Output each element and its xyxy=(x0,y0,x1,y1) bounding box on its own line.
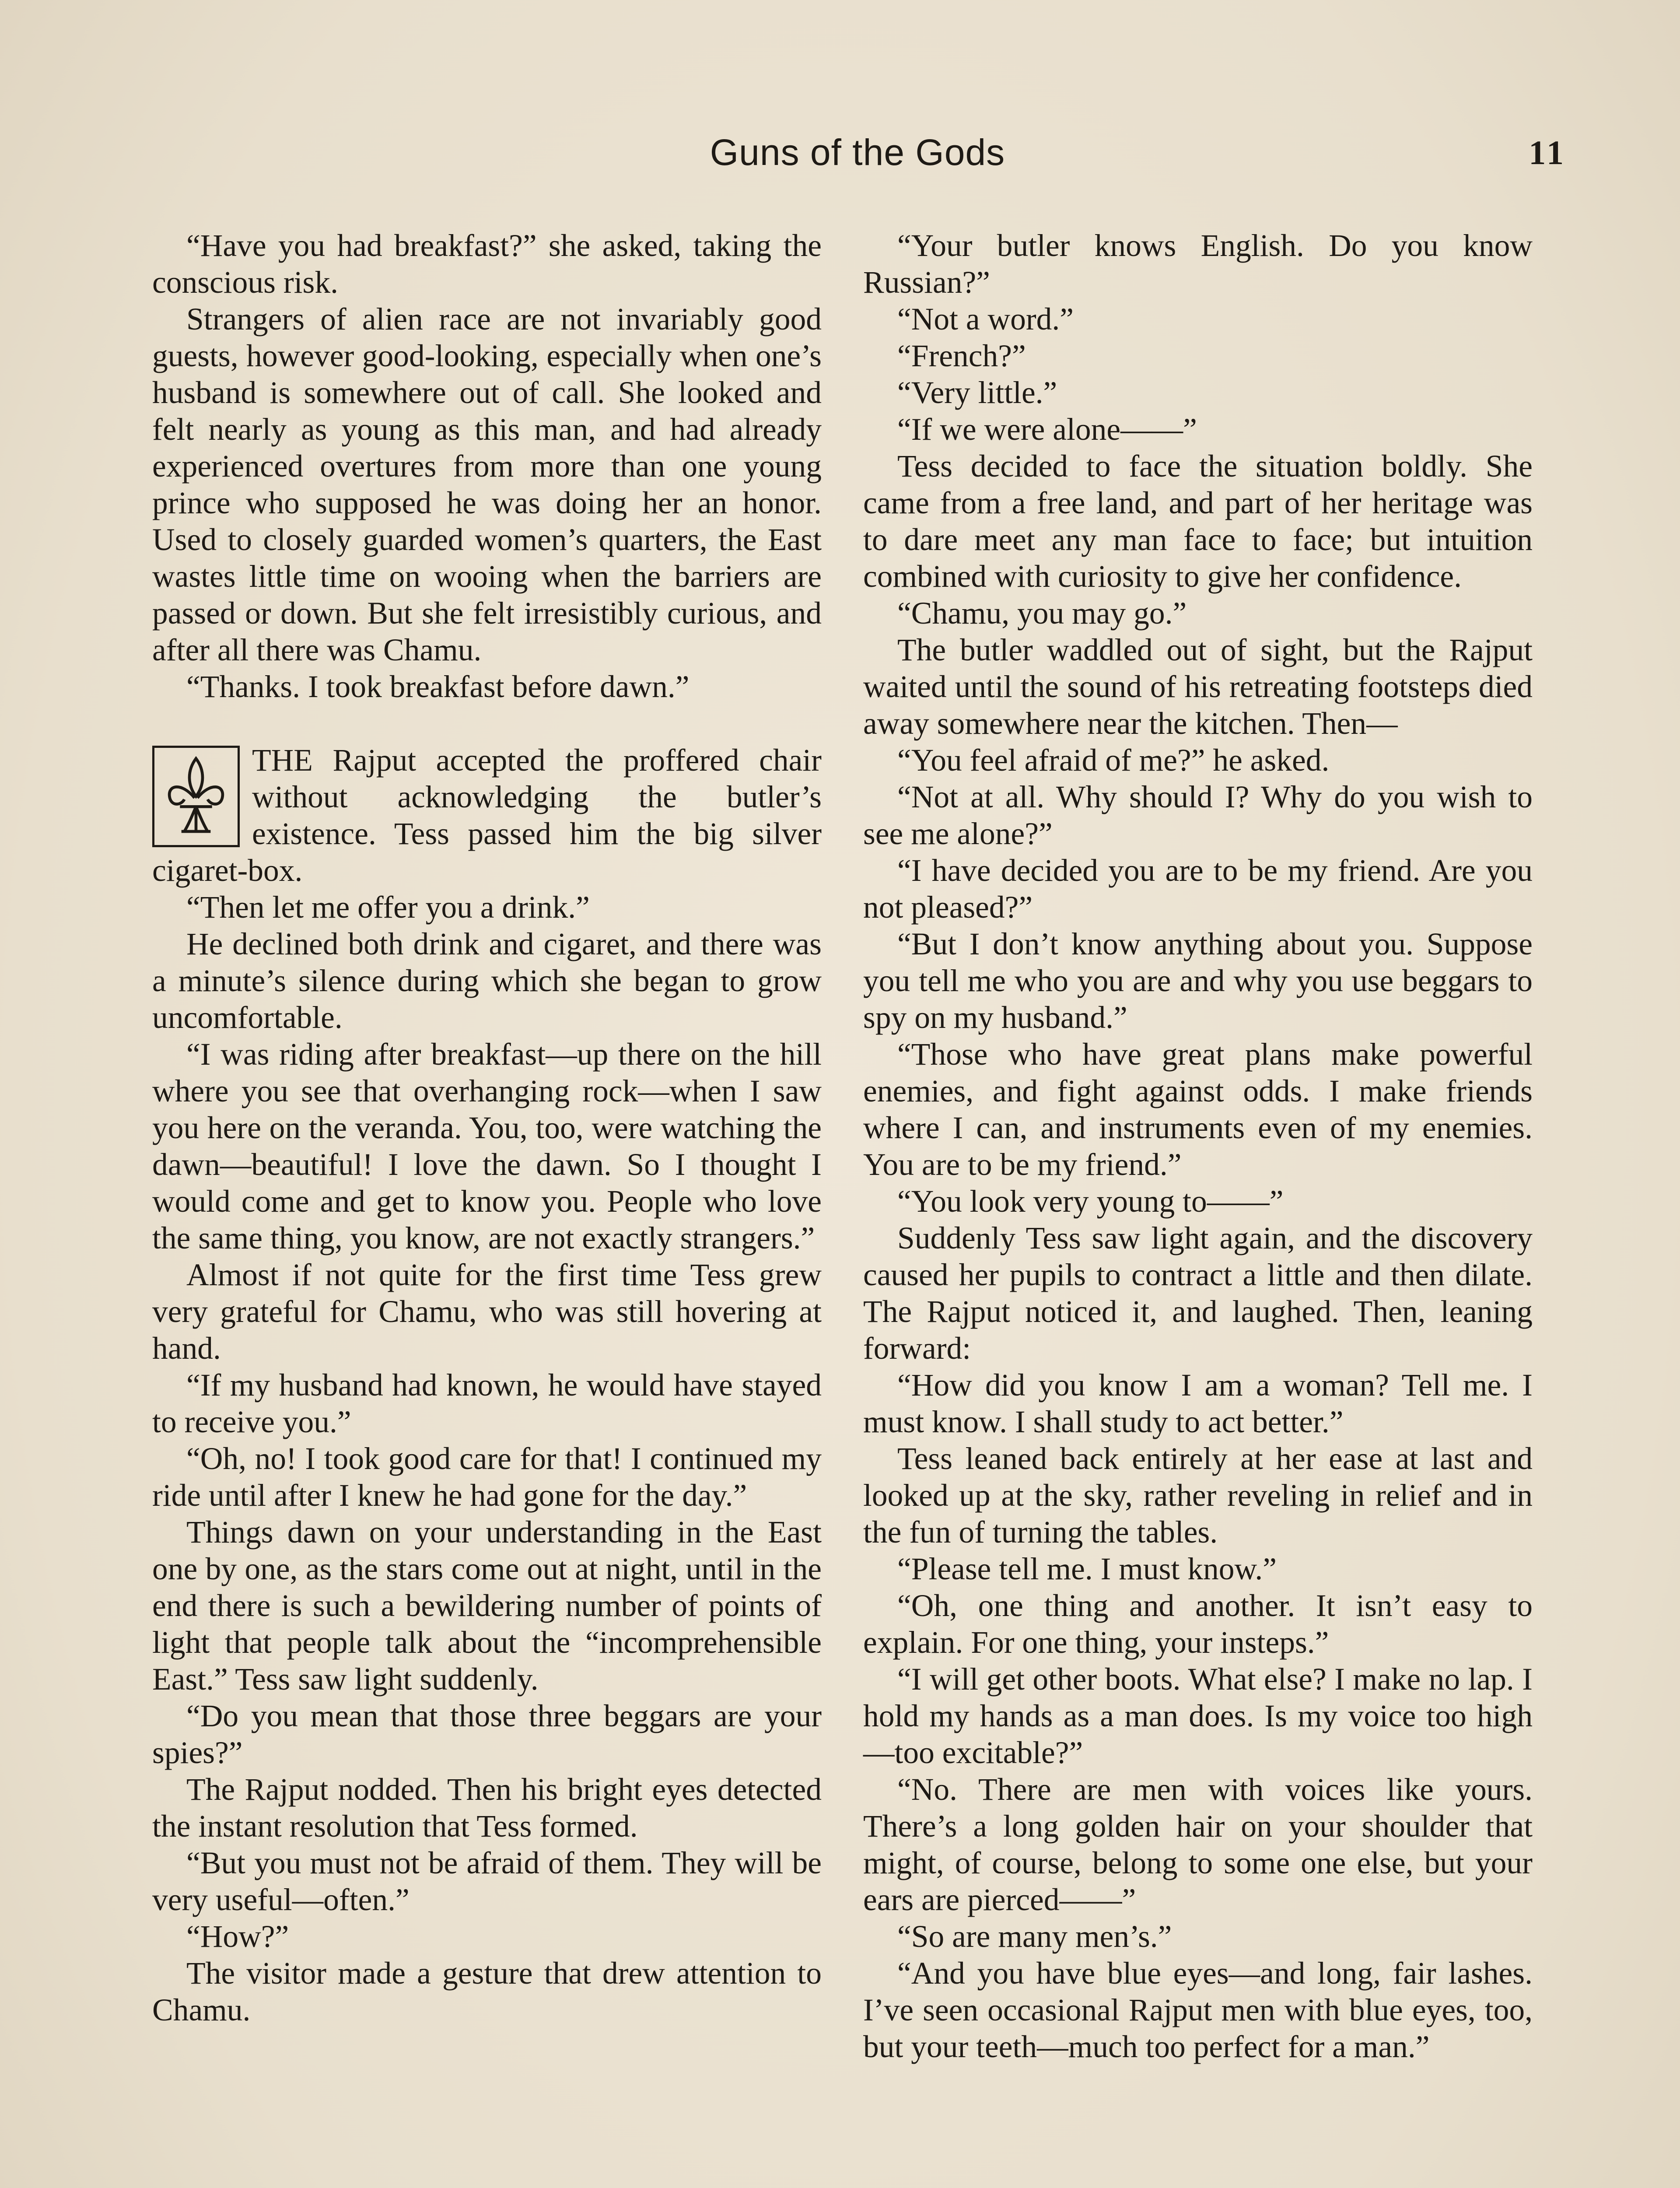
paragraph: “But you must not be afraid of them. They will be very useful—often.” xyxy=(152,1846,822,1917)
right-column xyxy=(863,228,1533,2065)
paragraph: “I have decided you are to be my friend. Are you not pleased?” xyxy=(863,853,1533,925)
paragraph: “You feel afraid of me?” he asked. xyxy=(897,743,1330,778)
paragraph: “You look very young to——” xyxy=(897,1184,1284,1219)
paragraph: “Do you mean that those three beggars are your spies?” xyxy=(152,1699,822,1770)
paragraph: “If my husband had known, he would have stayed to receive you.” xyxy=(152,1368,822,1439)
paragraph: Things dawn on your understanding in the East one by one, as the stars come out at night, until in the end there is such a bewildering number of points of light that people talk about the “incomprehensible East.” Tess saw light suddenly. xyxy=(152,1515,822,1697)
paragraph: “How?” xyxy=(186,1919,289,1954)
paragraph: “So are many men’s.” xyxy=(897,1919,1172,1954)
paragraph: “I will get other boots. What else? I make no lap. I hold my hands as a man does. Is my voice too high—too excitable?” xyxy=(863,1662,1533,1770)
paragraph: “Have you had breakfast?” she asked, taking the conscious risk. xyxy=(152,228,822,300)
fleur-de-lis-icon xyxy=(152,746,240,847)
paragraph: Strangers of alien race are not invariably good guests, however good-looking, especially when one’s husband is somewhere out of call. She looked and felt nearly as young as this man, and had already experienced overtures from more than one young prince who supposed he was doing her an honor. Used to closely guarded women’s quarters, the East wastes little time on wooing when the barriers are passed or down. But she felt irresistibly curious, and after all there was Chamu. xyxy=(152,302,822,667)
paragraph: “Chamu, you may go.” xyxy=(897,596,1187,631)
paragraph: Tess leaned back entirely at her ease at last and looked up at the sky, rather reveling in relief and in the fun of turning the tables. xyxy=(863,1441,1533,1550)
ornament-paragraph-text: THE Rajput accepted the proffered chair without acknowledging the butler’s existence. Tess passed him the big silver cigaret-box. xyxy=(152,743,822,888)
paragraph: “Please tell me. I must know.” xyxy=(897,1552,1277,1586)
paragraph: Suddenly Tess saw light again, and the discovery caused her pupils to contract a little and then dilate. The Rajput noticed it, and laughed. Then, leaning forward: xyxy=(863,1221,1533,1366)
ornament-paragraph xyxy=(152,742,822,889)
page-header xyxy=(149,131,1566,184)
left-column xyxy=(152,228,822,2029)
paragraph: “Your butler knows English. Do you know Russian?” xyxy=(863,228,1533,300)
running-title: Guns of the Gods xyxy=(710,132,1005,173)
paragraph: “French?” xyxy=(897,339,1026,373)
paragraph: The visitor made a gesture that drew attention to Chamu. xyxy=(152,1956,822,2027)
paragraph: The butler waddled out of sight, but the Rajput waited until the sound of his retreating footsteps died away somewhere near the kitchen. Then— xyxy=(863,633,1533,741)
paragraph: “But I don’t know anything about you. Suppose you tell me who you are and why you use beggars to spy on my husband.” xyxy=(863,927,1533,1035)
paragraph: The Rajput nodded. Then his bright eyes detected the instant resolution that Tess formed. xyxy=(152,1772,822,1844)
paragraph: “Oh, one thing and another. It isn’t easy to explain. For one thing, your insteps.” xyxy=(863,1588,1533,1660)
paragraph: “Oh, no! I took good care for that! I continued my ride until after I knew he had gone for the day.” xyxy=(152,1441,822,1513)
paragraph: Almost if not quite for the first time Tess grew very grateful for Chamu, who was still hovering at hand. xyxy=(152,1258,822,1366)
paragraph: Tess decided to face the situation boldly. She came from a free land, and part of her heritage was to dare meet any man face to face; but intuition combined with curiosity to give her confidence. xyxy=(863,449,1533,594)
paragraph: “Those who have great plans make powerful enemies, and fight against odds. I make friends where I can, and instruments even of my enemies. You are to be my friend.” xyxy=(863,1037,1533,1182)
paragraph: “Thanks. I took breakfast before dawn.” xyxy=(186,670,690,704)
paragraph: “Then let me offer you a drink.” xyxy=(186,890,590,925)
paragraph: “And you have blue eyes—and long, fair lashes. I’ve seen occasional Rajput men with blue eyes, too, but your teeth—much too perfect for a man.” xyxy=(863,1956,1533,2064)
paragraph: “Very little.” xyxy=(897,375,1057,410)
paragraph: “How did you know I am a woman? Tell me. I must know. I shall study to act better.” xyxy=(863,1368,1533,1439)
paragraph: “Not at all. Why should I? Why do you wish to see me alone?” xyxy=(863,780,1533,851)
paragraph: “No. There are men with voices like yours. There’s a long golden hair on your shoulder that might, of course, belong to some one else, but your ears are pierced——” xyxy=(863,1772,1533,1917)
page-number: 11 xyxy=(1529,133,1566,172)
paragraph: “I was riding after breakfast—up there on the hill where you see that overhanging rock—when I saw you here on the veranda. You, too, were watching the dawn—beautiful! I love the dawn. So I thought I would come and get to know you. People who love the same thing, you know, are not exactly strangers.” xyxy=(152,1037,822,1255)
paragraph: “Not a word.” xyxy=(897,302,1074,337)
paragraph: He declined both drink and cigaret, and there was a minute’s silence during which she began to grow uncomfortable. xyxy=(152,927,822,1035)
paragraph: “If we were alone——” xyxy=(897,412,1197,447)
